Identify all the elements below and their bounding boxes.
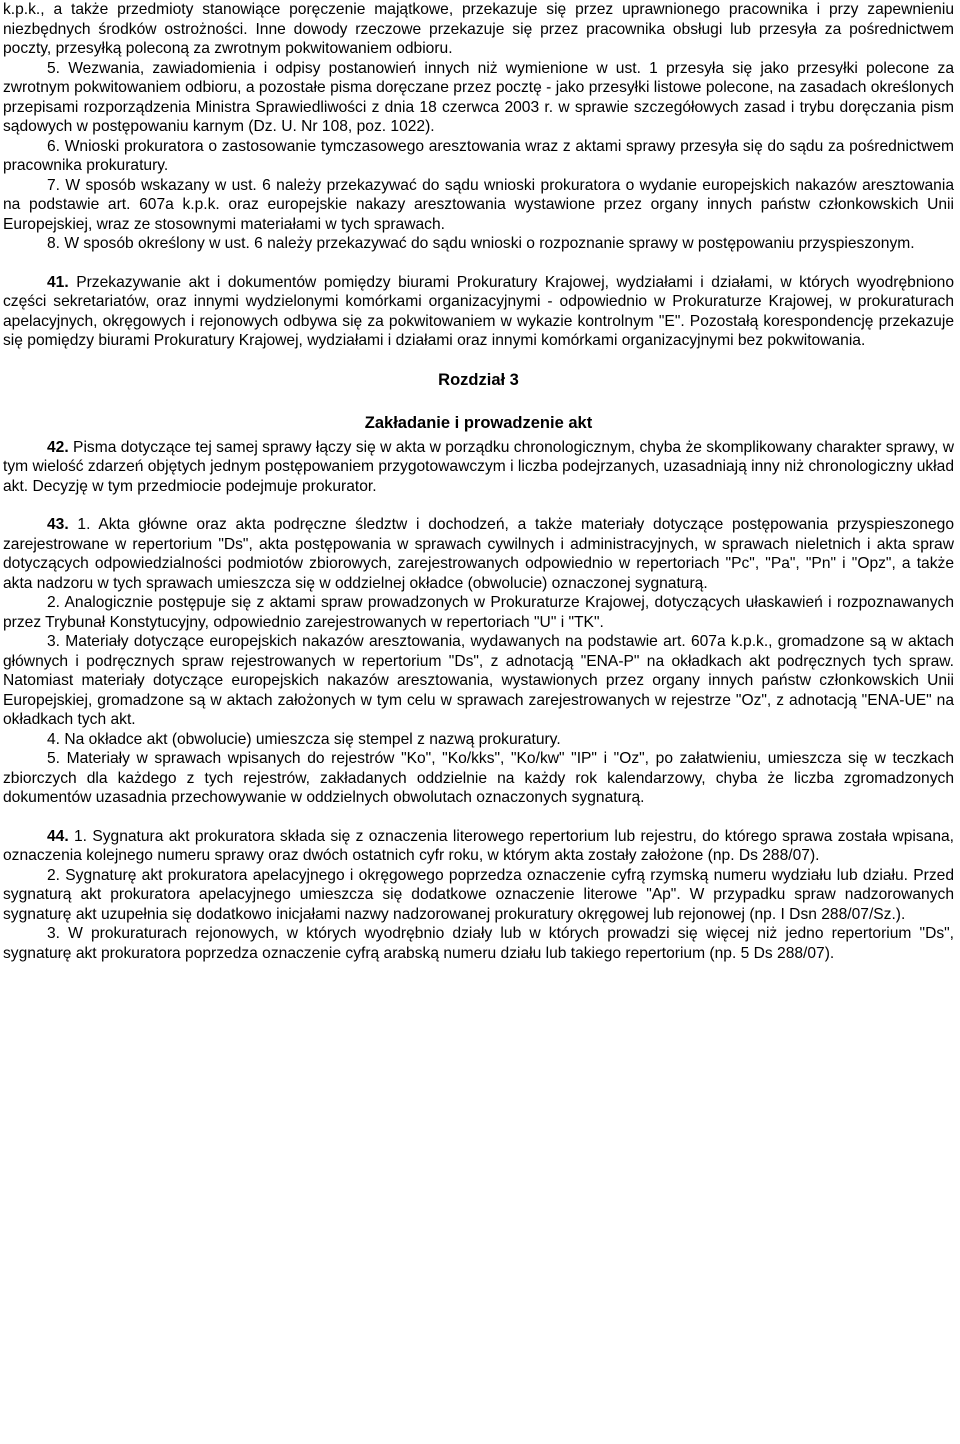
paragraph-continuation: k.p.k., a także przedmioty stanowiące poręczenie majątkowe, przekazuje się przez uprawnionego pracownika i przy zapewnieniu niezbędnych środków ostrożności. Inne dowody rzeczowe przekazuje się przez pracownika obsługi lub przesyła za pośrednictwem poczty, przesyłką poleconą za zwrotnym pokwitowaniem odbioru. [3, 1, 954, 57]
section-number: 44. [47, 827, 69, 845]
section-41 [3, 273, 954, 351]
chapter-title: Zakładanie i prowadzenie akt [364, 414, 593, 432]
paragraph-40-7: 7. W sposób wskazany w ust. 6 należy przekazywać do sądu wnioski prokuratora o wydanie europejskich nakazów aresztowania na podstawie art. 607a k.p.k. oraz europejskie nakazy aresztowania wystawione przez organy innych państw członkowskich Unii Europejskiej, wraz ze stosownymi materiałami w tych sprawach. [3, 176, 954, 233]
paragraph-40-6: 6. Wnioski prokuratora o zastosowanie tymczasowego aresztowania wraz z aktami sprawy przesyła się do sądu za pośrednictwem pracownika prokuratury. [3, 137, 954, 174]
section-text: Przekazywanie akt i dokumentów pomiędzy biurami Prokuratury Krajowej, wydziałami i działami, w których wyodrębniono części sekretariatów, oraz innymi wydzielonymi komórkami organizacyjnymi - odpowiednio w Prokuraturze Krajowej, w prokuraturach apelacyjnych, okręgowych i rejonowych odbywa się za pokwitowaniem w wykazie kontrolnym "E". Pozostałą korespondencję przekazuje się pomiędzy biurami Prokuratury Krajowej, wydziałami i działami oraz innymi komórkami organizacyjnymi bez pokwitowania. [3, 273, 954, 349]
section-text: 1. Akta główne oraz akta podręczne śledztw i dochodzeń, a także materiały dotyczące postępowania przyspieszonego zarejestrowane w repertorium "Ds", akta postępowania w sprawach cywilnych i administracyjnych, w sprawach nieletnich i akta spraw dotyczących odpowiedzialności podmiotów zbiorowych, zarejestrowanych odpowiednio w repertoriach "Pc", "Pa", "Pn" i "Opz", a także akta nadzoru w tych sprawach umieszcza się w oddzielnej okładce (obwolucie) oznaczonej sygnaturą. [3, 516, 954, 592]
section-44-1 [3, 827, 954, 866]
section-number: 42. [47, 438, 69, 456]
section-text: Pisma dotyczące tej samej sprawy łączy się w akta w porządku chronologicznym, chyba że skomplikowany charakter sprawy, w tym wielość zdarzeń objętych jednym postępowaniem przygotowawczym i liczba podejrzanych, uzasadniają inny niż chronologiczny układ akt. Decyzję w tym przedmiocie podejmuje prokurator. [3, 438, 954, 495]
section-number: 41. [47, 273, 69, 291]
section-43-2: 2. Analogicznie postępuje się z aktami spraw prowadzonych w Prokuraturze Krajowej, dotyczących ułaskawień i rozpoznawanych przez Trybunał Konstytucyjny, odpowiednio zarejestrowanych w repertoriach "U" i "TK". [3, 594, 954, 631]
section-44-3: 3. W prokuraturach rejonowych, w których wyodrębnio działy lub w których prowadzi się więcej niż jedno repertorium "Ds", sygnaturę akt prokuratora poprzedza oznaczenie cyfrą arabską numeru działu lub takiego repertorium (np. 5 Ds 288/07). [3, 925, 954, 962]
section-43-5: 5. Materiały w sprawach wpisanych do rejestrów "Ko", "Ko/kks", "Ko/kw" "IP" i "Oz", po załatwieniu, umieszcza się w teczkach zbiorczych dla każdego z tych rejestrów, zakładanych oddzielnie na każdy rok kalendarzowy, chyba że liczba zgromadzonych dokumentów uzasadnia przechowywanie w oddzielnych obwolutach oznaczonych sygnaturą. [3, 750, 954, 806]
section-number: 43. [47, 516, 69, 533]
paragraph-40-5: 5. Wezwania, zawiadomienia i odpisy postanowień innych niż wymienione w ust. 1 przesyła się jako przesyłki polecone za zwrotnym pokwitowaniem odbioru, a pozostałe pisma doręczane przez pocztę - jako przesyłki listowe polecone, na zasadach określonych przepisami rozporządzenia Ministra Sprawiedliwości z dnia 18 czerwca 2003 r. w sprawie szczegółowych zasad i trybu doręczania pism sądowych w postępowaniu karnym (Dz. U. Nr 108, poz. 1022). [3, 59, 954, 135]
chapter-heading: Rozdział 3 [438, 370, 519, 389]
section-text: 1. Sygnatura akt prokuratora składa się z oznaczenia literowego repertorium lub rejestru, do którego sprawa została wpisana, oznaczenia kolejnego numeru sprawy oraz dwóch ostatnich cyfr roku, w którym akta zostały założone (np. Ds 288/07). [3, 827, 954, 864]
section-43-4: 4. Na okładce akt (obwolucie) umieszcza się stempel z nazwą prokuratury. [47, 730, 561, 748]
section-43-1 [3, 515, 954, 593]
section-44-2: 2. Sygnaturę akt prokuratora apelacyjnego i okręgowego poprzedza oznaczenie cyfrą rzymską numeru wydziału lub działu. Przed sygnaturą akt prokuratora apelacyjnego umieszcza się dodatkowe oznaczenie literowe "Ap". W przypadku spraw nadzorowanych sygnaturę akt uzupełnia się dodatkowo inicjałami nazwy nadzorowanej prokuratury okręgowej lub rejonowej (np. I Dsn 288/07/Sz.). [3, 866, 954, 923]
paragraph-40-8: 8. W sposób określony w ust. 6 należy przekazywać do sądu wnioski o rozpoznanie sprawy w postępowaniu przyspieszonym. [47, 235, 915, 252]
section-43-3: 3. Materiały dotyczące europejskich nakazów aresztowania, wydawanych na podstawie art. 607a k.p.k., gromadzone są w aktach głównych i podręcznych spraw rejestrowanych w repertorium "Ds", z adnotacją "ENA-P" na okładkach akt podręcznych tych spraw. Natomiast materiały dotyczące europejskich nakazów aresztowania, wystawionych przez organy innych państw członkowskich Unii Europejskiej, gromadzone są w aktach założonych w tym celu w sprawach zarejestrowanych w rejestrze "Oz", z adnotacją "ENA-UE" na okładkach tych akt. [3, 633, 954, 728]
section-42 [3, 438, 954, 497]
